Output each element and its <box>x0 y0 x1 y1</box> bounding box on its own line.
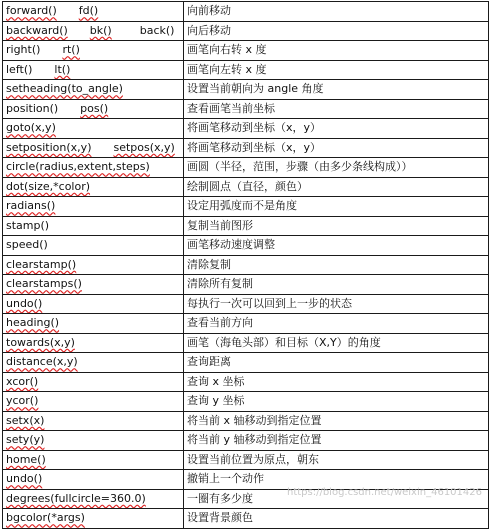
table-row <box>3 509 489 529</box>
command-alias: bk() <box>89 23 112 37</box>
command-name: distance(x,y) <box>6 355 78 369</box>
table-row <box>3 60 489 80</box>
table-row <box>3 333 489 353</box>
command-alias: pos() <box>80 101 109 115</box>
table-row <box>3 99 489 119</box>
command-alias: lt() <box>54 62 71 76</box>
command-name: right() <box>6 43 41 57</box>
command-cell <box>3 411 184 431</box>
command-name: undo() <box>6 472 43 486</box>
description-cell: 查询 x 坐标 <box>184 372 489 392</box>
table-row <box>3 158 489 178</box>
table-body <box>3 2 489 529</box>
description-cell: 画圆（半径，范围，步骤（由多少条线构成）） <box>184 158 489 178</box>
table-row <box>3 372 489 392</box>
description-cell: 向前移动 <box>184 2 489 22</box>
command-cell <box>3 158 184 178</box>
description-cell: 将当前 y 轴移动到指定位置 <box>184 431 489 451</box>
command-cell <box>3 60 184 80</box>
description-cell: 将画笔移动到坐标（x，y） <box>184 138 489 158</box>
command-cell <box>3 99 184 119</box>
description-cell: 画笔移动速度调整 <box>184 236 489 256</box>
table-row <box>3 80 489 100</box>
description-cell: 查询 y 坐标 <box>184 392 489 412</box>
command-cell <box>3 255 184 275</box>
table-row <box>3 236 489 256</box>
command-name: setheading(to_angle) <box>6 82 123 96</box>
command-cell <box>3 2 184 22</box>
command-name: setx(x) <box>6 413 45 427</box>
watermark: https://blog.csdn.net/weixin_46101426 <box>286 487 482 498</box>
description-cell: 设置当前位置为原点，朝东 <box>184 450 489 470</box>
command-name: dot(size,*color) <box>6 179 91 193</box>
description-cell: 复制当前图形 <box>184 216 489 236</box>
description-cell: 查询距离 <box>184 353 489 373</box>
command-cell <box>3 333 184 353</box>
table-row <box>3 21 489 41</box>
description-cell: 将当前 x 轴移动到指定位置 <box>184 411 489 431</box>
description-cell: 画笔（海龟头部）和目标（X,Y）的角度 <box>184 333 489 353</box>
command-name: degrees(fullcircle=360.0) <box>6 491 146 505</box>
command-cell <box>3 509 184 529</box>
command-name: circle(radius,extent,steps) <box>6 160 150 174</box>
command-cell <box>3 138 184 158</box>
command-alias: setpos(x,y) <box>113 140 175 154</box>
command-alias: fd() <box>78 4 99 18</box>
description-cell: 向后移动 <box>184 21 489 41</box>
command-name: goto(x,y) <box>6 121 56 135</box>
command-cell <box>3 489 184 509</box>
table-row <box>3 197 489 217</box>
command-name: home() <box>6 452 46 466</box>
turtle-command-table <box>2 1 489 529</box>
command-cell <box>3 275 184 295</box>
command-cell <box>3 450 184 470</box>
command-alias: rt() <box>62 43 80 57</box>
command-name: forward() <box>6 4 57 18</box>
table-row <box>3 255 489 275</box>
description-cell: 将画笔移动到坐标（x，y） <box>184 119 489 139</box>
command-alias-2: back() <box>139 23 175 37</box>
table-row <box>3 177 489 197</box>
command-name: towards(x,y) <box>6 335 75 349</box>
command-cell <box>3 314 184 334</box>
command-cell <box>3 21 184 41</box>
description-cell: 查看画笔当前坐标 <box>184 99 489 119</box>
table-row <box>3 41 489 61</box>
command-name: bgcolor(*args) <box>6 511 85 525</box>
command-name: speed() <box>6 238 48 252</box>
command-cell <box>3 119 184 139</box>
table-row <box>3 2 489 22</box>
command-cell <box>3 372 184 392</box>
command-name: heading() <box>6 316 60 330</box>
command-cell <box>3 80 184 100</box>
table-row <box>3 216 489 236</box>
description-cell: 撤销上一个动作 <box>184 470 489 490</box>
command-name: setposition(x,y) <box>6 140 92 154</box>
description-cell: 清除复制 <box>184 255 489 275</box>
command-name: ycor() <box>6 394 39 408</box>
table-row <box>3 431 489 451</box>
command-name: radians() <box>6 199 56 213</box>
command-name: clearstamp() <box>6 257 77 271</box>
table-row <box>3 275 489 295</box>
command-cell <box>3 41 184 61</box>
command-cell <box>3 236 184 256</box>
command-name: left() <box>6 62 33 76</box>
description-cell: 一圈有多少度 <box>184 489 489 509</box>
description-cell: 清除所有复制 <box>184 275 489 295</box>
table-row <box>3 294 489 314</box>
command-cell <box>3 353 184 373</box>
table-row <box>3 411 489 431</box>
command-cell <box>3 431 184 451</box>
table-row <box>3 138 489 158</box>
table-row <box>3 314 489 334</box>
description-cell: 画笔向右转 x 度 <box>184 41 489 61</box>
description-cell: 设置背景颜色 <box>184 509 489 529</box>
command-name: stamp() <box>6 218 50 232</box>
description-cell: 查看当前方向 <box>184 314 489 334</box>
description-cell: 每执行一次可以回到上一步的状态 <box>184 294 489 314</box>
command-name: position() <box>6 101 59 115</box>
table-row <box>3 392 489 412</box>
command-name: clearstamps() <box>6 277 82 291</box>
command-cell <box>3 294 184 314</box>
command-name: sety(y) <box>6 433 45 447</box>
description-cell: 画笔向左转 x 度 <box>184 60 489 80</box>
command-cell <box>3 470 184 490</box>
command-cell <box>3 392 184 412</box>
command-name: backward() <box>6 23 68 37</box>
command-cell <box>3 177 184 197</box>
command-name: undo() <box>6 296 43 310</box>
command-cell <box>3 197 184 217</box>
command-cell <box>3 216 184 236</box>
description-cell: 绘制圆点（直径，颜色） <box>184 177 489 197</box>
command-name: xcor() <box>6 374 39 388</box>
description-cell: 设置当前朝向为 angle 角度 <box>184 80 489 100</box>
table-row <box>3 450 489 470</box>
table-row <box>3 119 489 139</box>
table-row <box>3 353 489 373</box>
description-cell: 设定用弧度而不是角度 <box>184 197 489 217</box>
